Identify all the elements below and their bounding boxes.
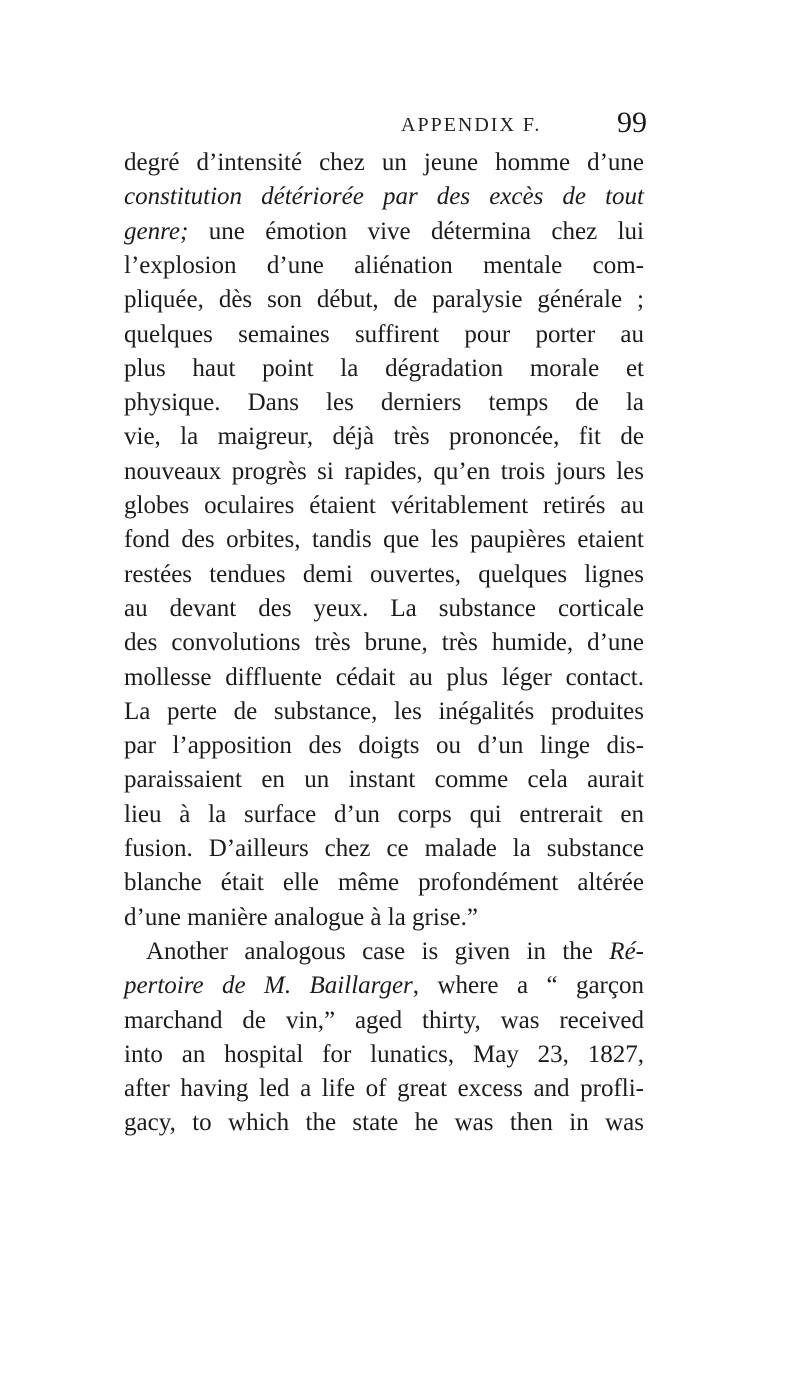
text-segment: vie, la maigreur, déjà très prononcée, fit de xyxy=(124,423,644,451)
text-segment: fusion. D’ailleurs chez ce malade la substance xyxy=(124,835,644,862)
text-segment: lieu à la surface d’un corps qui entrerait en xyxy=(124,800,644,828)
text-line xyxy=(124,455,644,489)
text-segment: degré d’intensité chez un jeune homme d’une xyxy=(124,149,644,176)
text-line xyxy=(124,215,644,249)
text-segment: mollesse diffluente cédait au plus léger contact. xyxy=(124,663,644,691)
text-segment: La perte de substance, les inégalités produites xyxy=(124,697,644,725)
text-segment: pliquée, dès son début, de paralysie générale ; xyxy=(124,286,644,314)
text-line xyxy=(124,352,644,386)
text-segment: after having led a life of great excess and profli- xyxy=(124,1075,644,1103)
italic-text: pertoire de M. Baillarger xyxy=(124,972,413,1000)
text-line xyxy=(124,901,644,935)
text-line xyxy=(124,866,644,900)
text-segment: Another analogous case is given in the xyxy=(146,937,610,965)
italic-text: constitution détériorée par des excès de tout xyxy=(124,183,644,211)
text-line xyxy=(124,1038,644,1072)
text-segment: une émotion vive détermina chez lui xyxy=(188,217,644,245)
text-segment: globes oculaires étaient véritablement retirés au xyxy=(124,492,644,519)
text-segment: marchand de vin,” aged thirty, was received xyxy=(124,1006,644,1034)
text-segment: des convolutions très brune, très humide, d’une xyxy=(124,629,644,657)
text-line xyxy=(124,146,644,180)
italic-text: Ré- xyxy=(609,937,644,965)
text-line xyxy=(124,318,644,352)
text-line xyxy=(124,729,644,763)
text-line xyxy=(146,935,644,969)
text-line xyxy=(124,1004,644,1038)
text-line xyxy=(124,489,644,523)
running-title: APPENDIX F. xyxy=(401,114,542,136)
text-line xyxy=(124,592,644,626)
text-line xyxy=(124,249,644,283)
text-line xyxy=(124,695,644,729)
text-line xyxy=(124,1072,644,1106)
italic-text: genre; xyxy=(124,217,189,245)
text-segment: gacy, to which the state he was then in was xyxy=(124,1109,644,1137)
text-line xyxy=(124,798,644,832)
text-line xyxy=(124,763,644,797)
text-line xyxy=(124,832,644,866)
text-segment: l’explosion d’une aliénation mentale com- xyxy=(124,251,644,279)
text-segment: , where a “ garçon xyxy=(412,972,644,1000)
text-line xyxy=(124,558,644,592)
text-segment: par l’apposition des doigts ou d’un linge dis- xyxy=(124,732,644,760)
text-line xyxy=(124,523,644,557)
text-line xyxy=(124,1106,644,1140)
text-line xyxy=(124,283,644,317)
text-segment: restées tendues demi ouvertes, quelques lignes xyxy=(124,560,644,588)
text-segment: plus haut point la dégradation morale et xyxy=(124,354,644,382)
text-segment: blanche était elle même profondément altérée xyxy=(124,869,644,897)
page-number: 99 xyxy=(617,106,647,139)
text-line xyxy=(124,969,644,1003)
running-header xyxy=(0,106,800,146)
text-segment: quelques semaines suffirent pour porter au xyxy=(124,320,644,348)
text-segment: nouveaux progrès si rapides, qu’en trois jours les xyxy=(124,457,644,485)
text-segment: into an hospital for lunatics, May 23, 1827, xyxy=(124,1040,644,1068)
text-segment: d’une manière analogue à la grise.” xyxy=(124,903,478,931)
text-segment: fond des orbites, tandis que les paupières etaient xyxy=(124,526,644,554)
text-line xyxy=(124,180,644,214)
text-line xyxy=(124,661,644,695)
text-line xyxy=(124,626,644,660)
text-line xyxy=(124,386,644,420)
text-segment: au devant des yeux. La substance corticale xyxy=(124,594,644,622)
text-segment: paraissaient en un instant comme cela aurait xyxy=(124,766,644,794)
text-line xyxy=(124,420,644,454)
text-segment: physique. Dans les derniers temps de la xyxy=(124,389,644,417)
